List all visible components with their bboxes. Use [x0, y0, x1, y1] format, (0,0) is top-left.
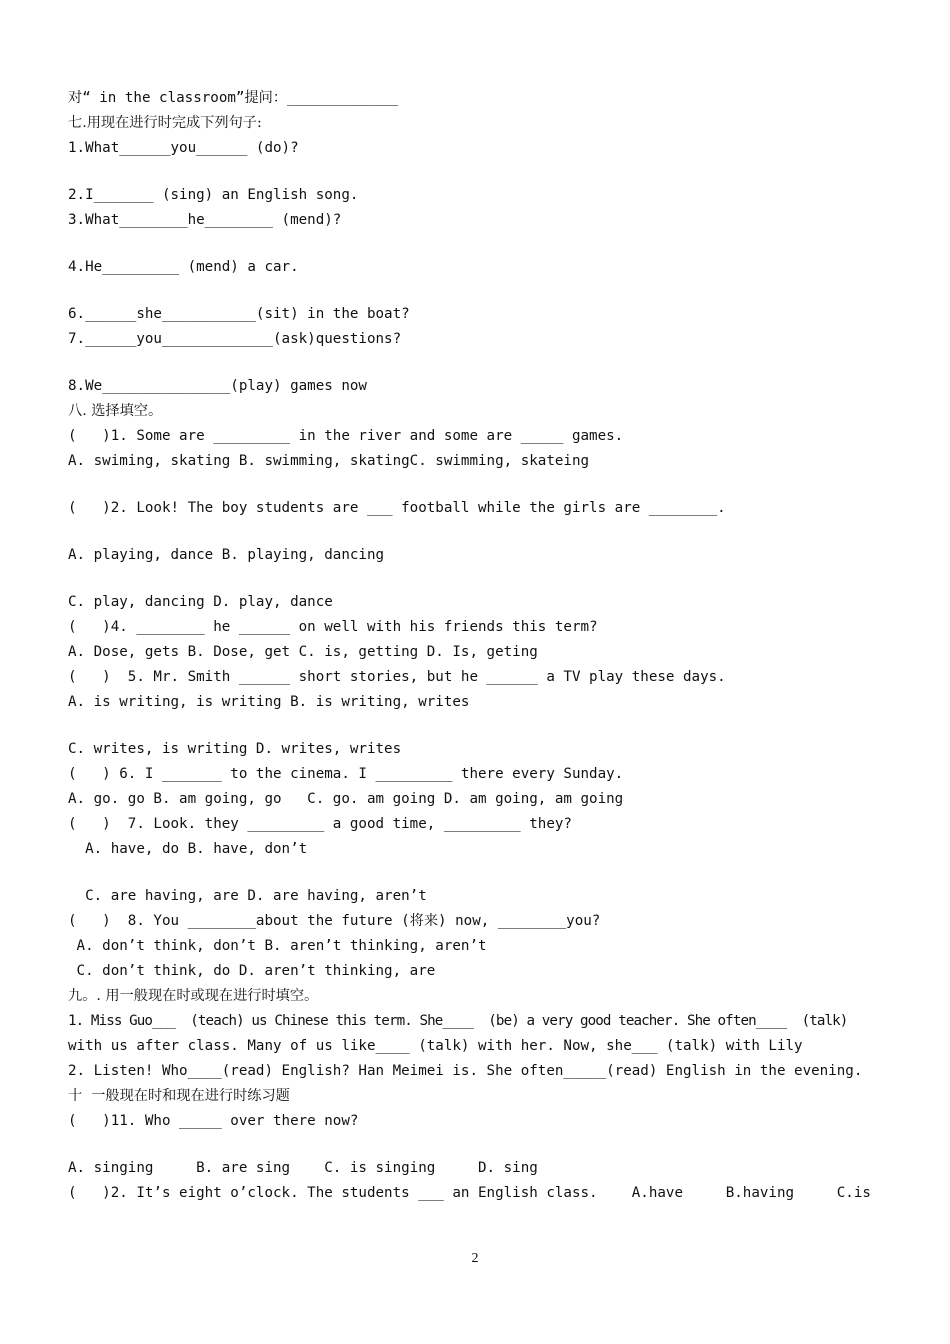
- options-line: A. don’t think, don’t B. aren’t thinking, aren’t: [68, 938, 487, 954]
- question-line: ( )2. It’s eight o’clock. The students ___ an English class. A.have B.having C.is: [68, 1185, 871, 1201]
- question-line: ( ) 7. Look. they _________ a good time, _________ they?: [68, 816, 572, 832]
- options-line: C. play, dancing D. play, dance: [68, 594, 333, 610]
- options-line: A. is writing, is writing B. is writing, writes: [68, 694, 470, 710]
- options-line: A. playing, dance B. playing, dancing: [68, 547, 385, 563]
- options-line: C. writes, is writing D. writes, writes: [68, 741, 402, 757]
- exercise-line: 8.We_______________(play) games now: [68, 378, 367, 394]
- question-classroom-line: 对“ in the classroom”提问：_____________: [68, 90, 399, 106]
- fill-in-line: with us after class. Many of us like____ (talk) with her. Now, she___ (talk) with Lily: [68, 1038, 803, 1054]
- fill-in-line: 1. Miss Guo___ (teach) us Chinese this term. She____ (be) a very good teacher. She often____ (talk): [68, 1013, 848, 1029]
- options-line: C. don’t think, do D. aren’t thinking, are: [68, 963, 436, 979]
- question-line: ( ) 8. You ________about the future (将来) now, ________you?: [68, 913, 601, 929]
- exercise-line: 4.He_________ (mend) a car.: [68, 259, 299, 275]
- exercise-line: 3.What________he________ (mend)?: [68, 212, 342, 228]
- options-line: A. have, do B. have, don’t: [68, 841, 308, 857]
- question-line: ( ) 5. Mr. Smith ______ short stories, but he ______ a TV play these days.: [68, 669, 726, 685]
- question-line: ( )11. Who _____ over there now?: [68, 1113, 359, 1129]
- section-8-heading: 八. 选择填空。: [68, 403, 163, 419]
- question-line: ( ) 6. I _______ to the cinema. I _________ there every Sunday.: [68, 766, 624, 782]
- fill-in-line: 2. Listen! Who____(read) English? Han Meimei is. She often_____(read) English in the evening.: [68, 1063, 863, 1079]
- options-line: C. are having, are D. are having, aren’t: [68, 888, 427, 904]
- page-number: 2: [471, 1251, 479, 1266]
- section-10-heading: 十 一般现在时和现在进行时练习题: [68, 1088, 290, 1104]
- question-line: ( )2. Look! The boy students are ___ football while the girls are ________.: [68, 500, 726, 516]
- options-line: A. Dose, gets B. Dose, get C. is, getting D. Is, geting: [68, 644, 538, 660]
- question-line: ( )1. Some are _________ in the river and some are _____ games.: [68, 428, 624, 444]
- options-line: A. go. go B. am going, go C. go. am going D. am going, am going: [68, 791, 624, 807]
- exercise-line: 2.I_______ (sing) an English song.: [68, 187, 359, 203]
- question-line: ( )4. ________ he ______ on well with his friends this term?: [68, 619, 598, 635]
- exercise-line: 7.______you_____________(ask)questions?: [68, 331, 402, 347]
- options-line: A. swiming, skating B. swimming, skatingC. swimming, skateing: [68, 453, 590, 469]
- section-9-heading: 九。. 用一般现在时或现在进行时填空。: [68, 988, 319, 1004]
- exercise-line: 6.______she___________(sit) in the boat?: [68, 306, 410, 322]
- exercise-line: 1.What______you______ (do)?: [68, 140, 299, 156]
- section-7-heading: 七.用现在进行时完成下列句子:: [68, 115, 262, 131]
- options-line: A. singing B. are sing C. is singing D. sing: [68, 1160, 538, 1176]
